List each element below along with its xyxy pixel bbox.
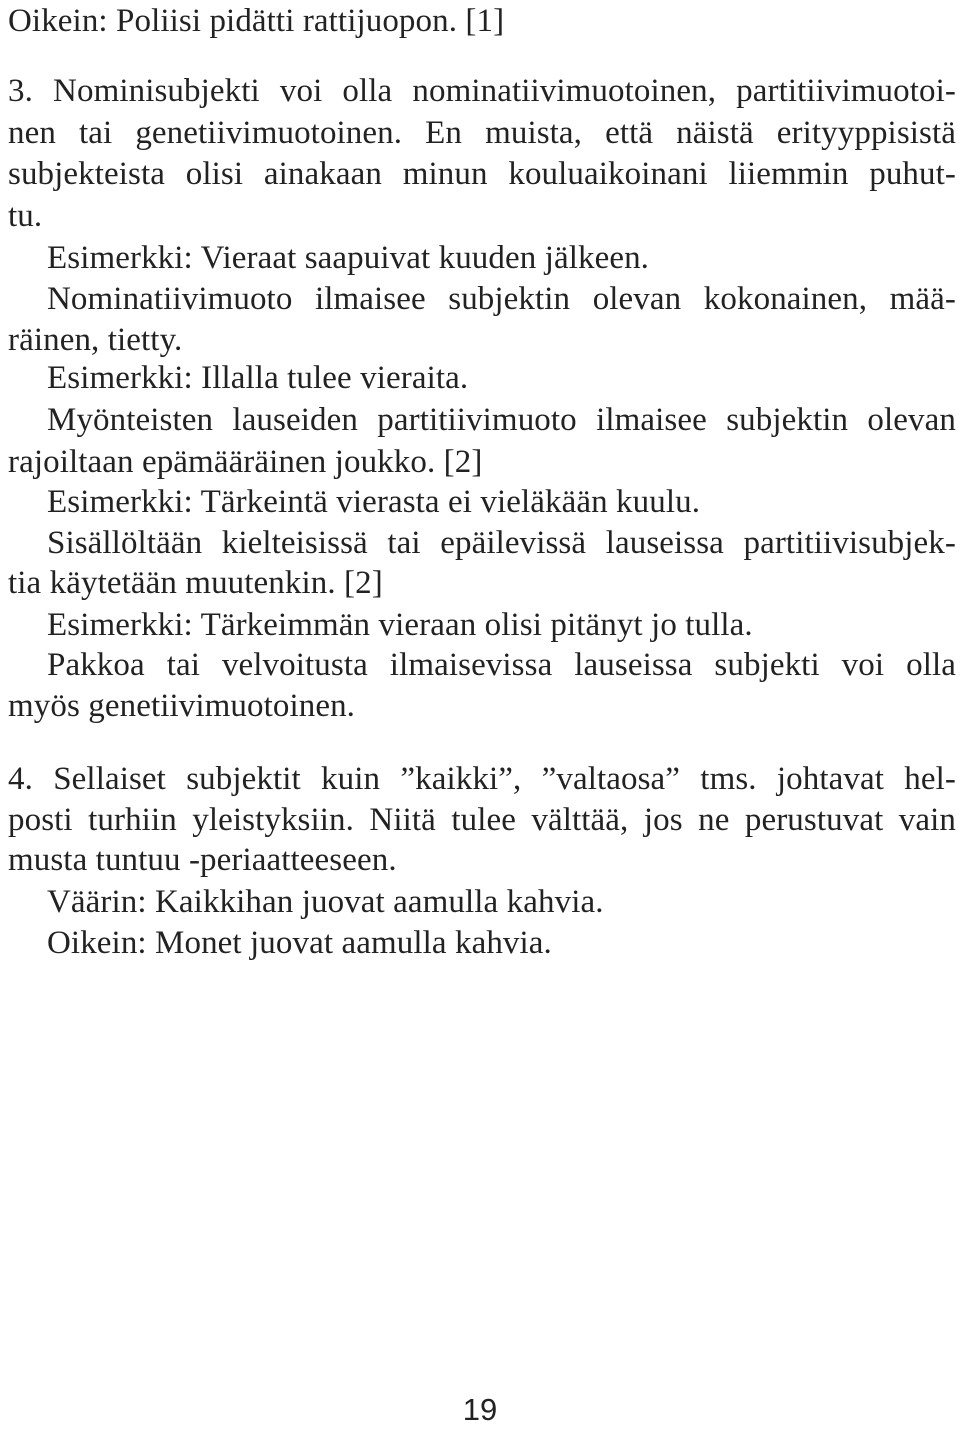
- text-line: rajoiltaan epämääräinen joukko. [2]: [8, 444, 483, 480]
- text-line: Esimerkki: Vieraat saapuivat kuuden jälkeen.: [47, 240, 650, 276]
- text-line: Väärin: Kaikkihan juovat aamulla kahvia.: [47, 884, 604, 920]
- text-line: Myönteisten lauseiden partitiivimuoto ilmaisee subjektin olevan: [47, 402, 956, 438]
- text-line: tu.: [8, 198, 43, 234]
- text-line: musta tuntuu -periaatteeseen.: [8, 842, 397, 878]
- text-line: Oikein: Monet juovat aamulla kahvia.: [47, 925, 552, 961]
- text-line: räinen, tietty.: [8, 322, 183, 358]
- text-line: Nominatiivimuoto ilmaisee subjektin olevan kokonainen, mää-: [47, 281, 956, 317]
- text-line: subjekteista olisi ainakaan minun kouluaikoinani liiemmin puhut-: [8, 156, 956, 192]
- text-line: 3. Nominisubjekti voi olla nominatiivimuotoinen, partitiivimuotoi-: [8, 73, 956, 109]
- text-line: posti turhiin yleistyksiin. Niitä tulee välttää, jos ne perustuvat vain: [8, 802, 956, 838]
- text-line: myös genetiivimuotoinen.: [8, 688, 356, 724]
- page-number: 19: [462, 1392, 498, 1427]
- text-line: nen tai genetiivimuotoinen. En muista, että näistä erityyppisistä: [8, 115, 956, 151]
- text-line: 4. Sellaiset subjektit kuin ”kaikki”, ”valtaosa” tms. johtavat hel-: [8, 761, 956, 797]
- text-line: Sisällöltään kielteisissä tai epäilevissä lauseissa partitiivisubjek-: [47, 525, 956, 561]
- text-line: Esimerkki: Illalla tulee vieraita.: [47, 360, 469, 396]
- text-line: Oikein: Poliisi pidätti rattijuopon. [1]: [8, 3, 505, 39]
- text-line: Pakkoa tai velvoitusta ilmaisevissa lauseissa subjekti voi olla: [47, 647, 956, 683]
- text-line: tia käytetään muutenkin. [2]: [8, 565, 383, 601]
- text-line: Esimerkki: Tärkeintä vierasta ei vieläkään kuulu.: [47, 484, 701, 520]
- text-line: Esimerkki: Tärkeimmän vieraan olisi pitänyt jo tulla.: [47, 607, 753, 643]
